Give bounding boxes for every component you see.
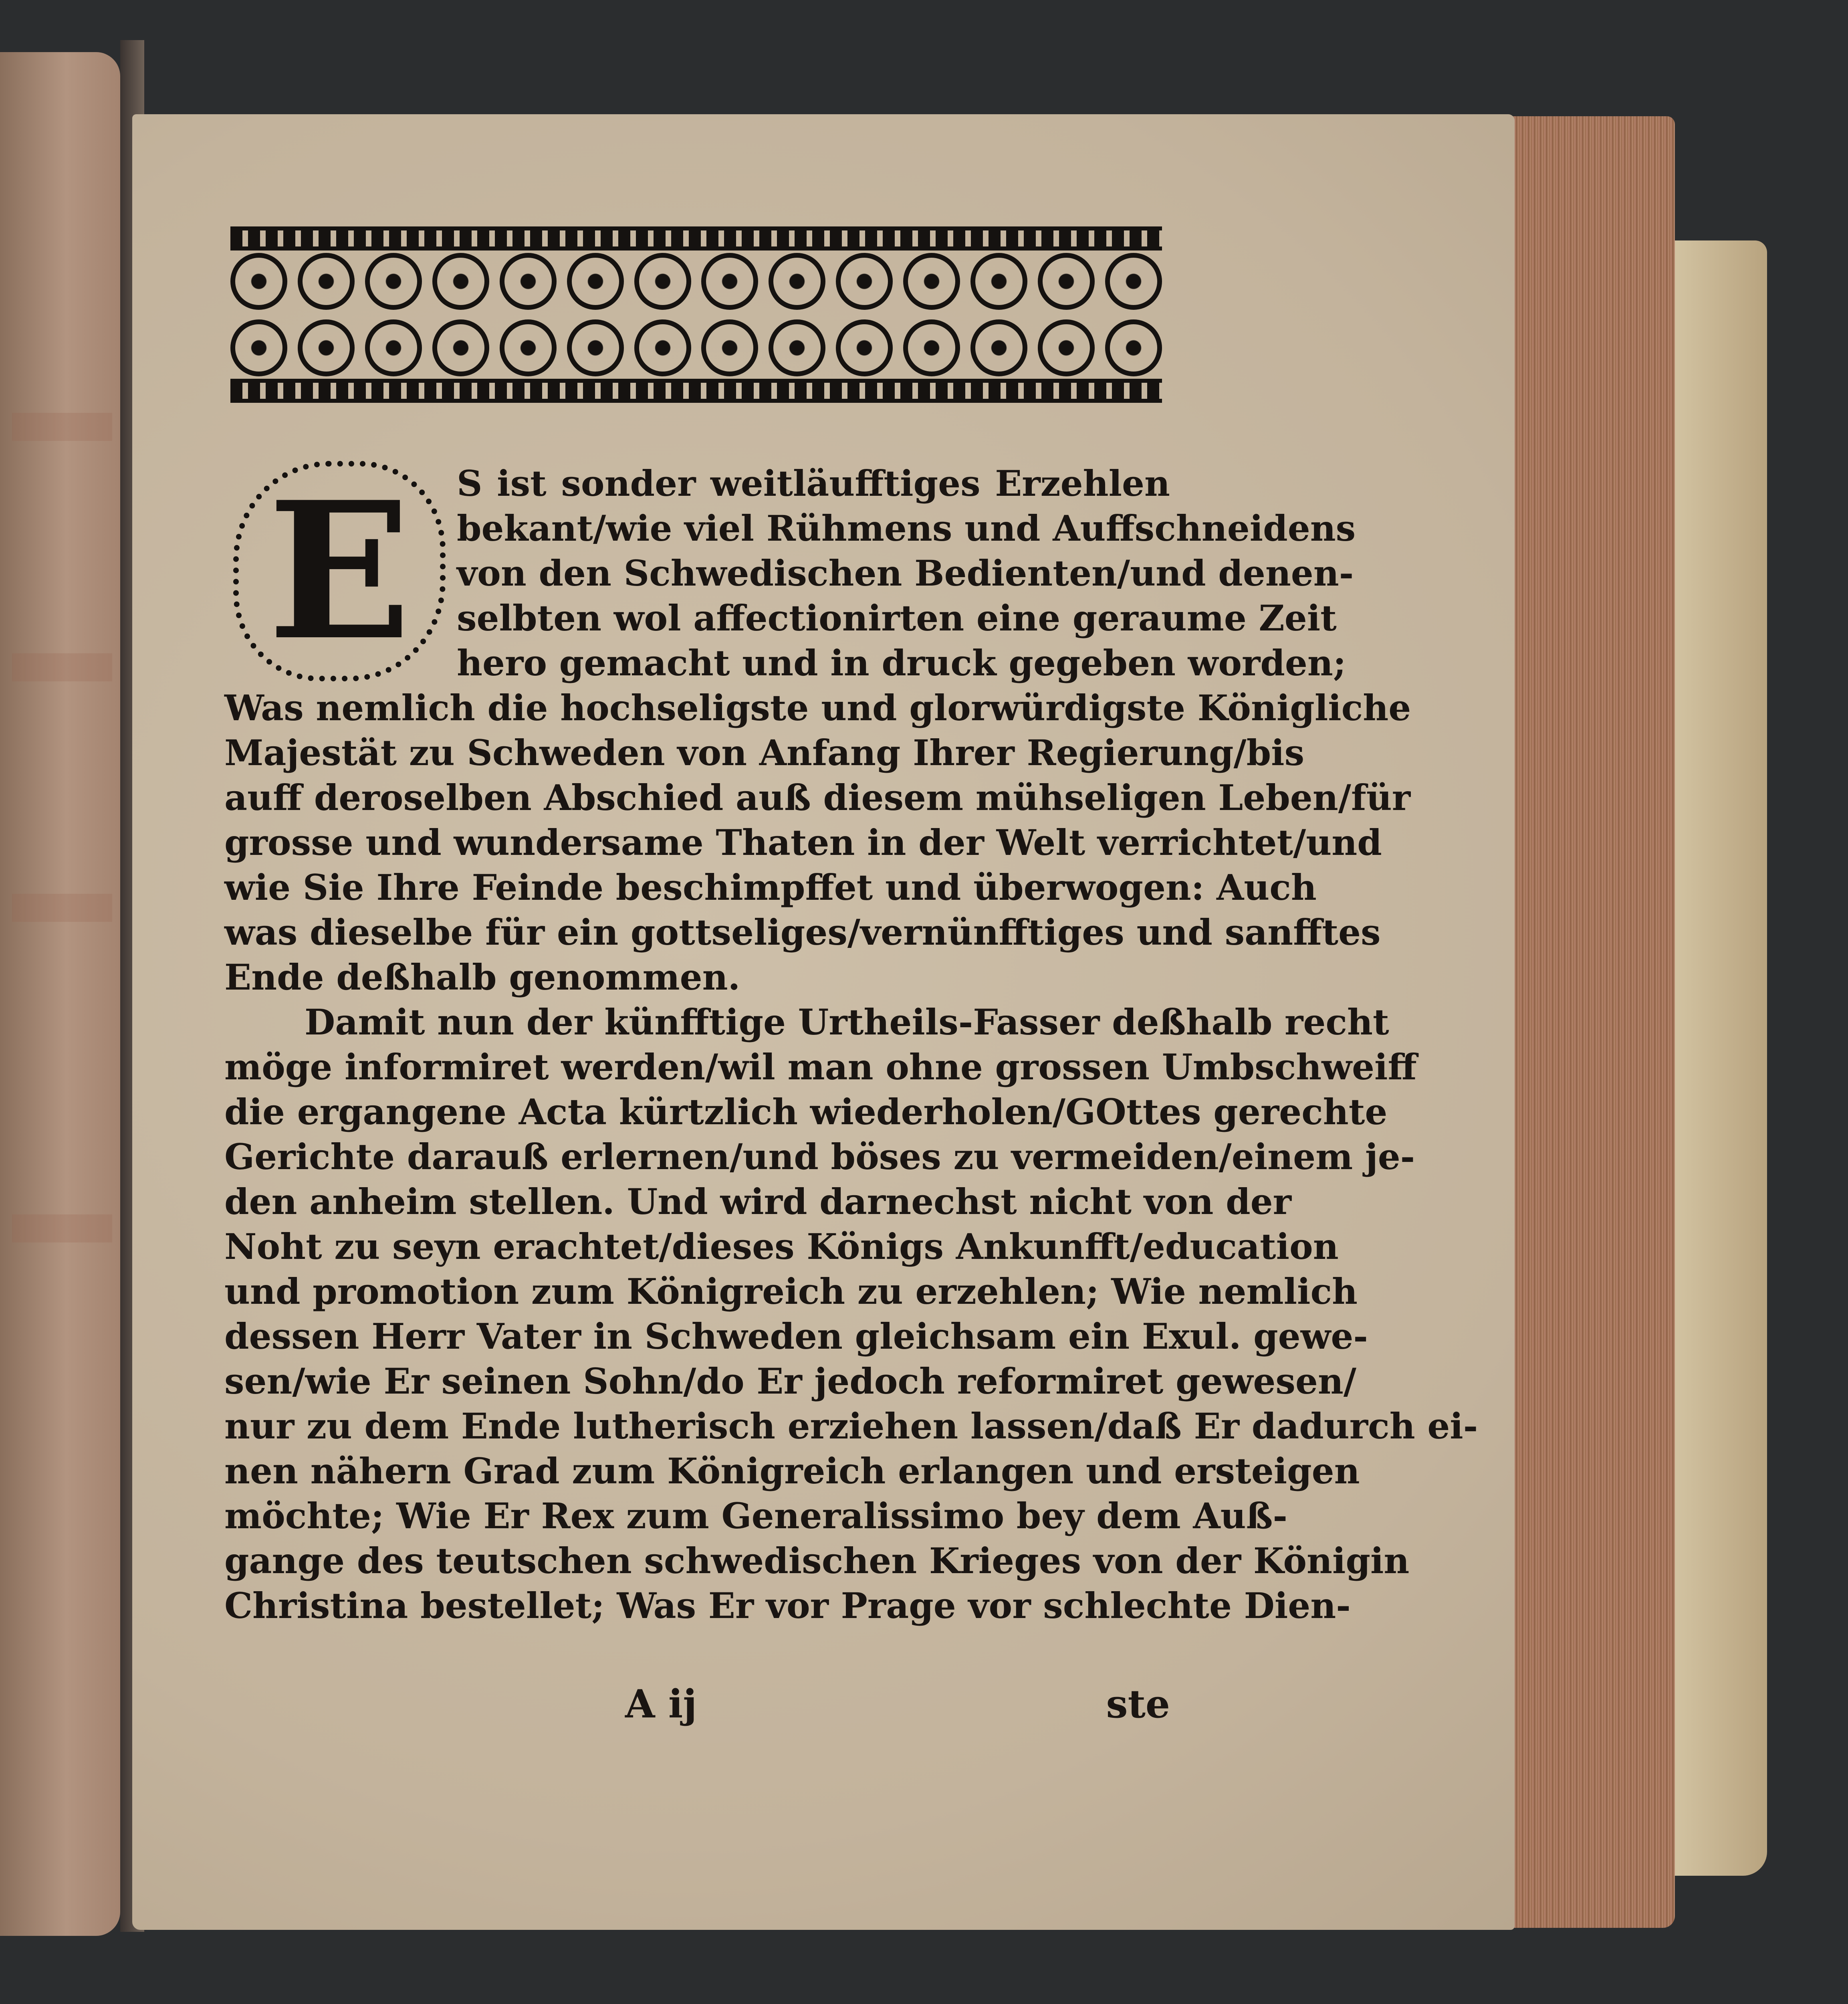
ornament-scrollwork: [230, 259, 1162, 371]
headpiece-ornament: [230, 226, 1162, 403]
text-line: die ergangene Acta kürtzlich wiederholen/GOttes gerechte: [224, 1091, 1388, 1133]
text-line: möge informiret werden/wil man ohne grossen Umbschweiff: [224, 1046, 1417, 1088]
text-line: Christina bestellet; Was Er vor Prage vor schlechte Dien-: [224, 1585, 1351, 1626]
bleed-through: [12, 894, 112, 922]
bleed-through: [12, 413, 112, 441]
bleed-through: [12, 653, 112, 681]
text-line: Majestät zu Schweden von Anfang Ihrer Regierung/bis: [224, 732, 1305, 774]
text-line: und promotion zum Königreich zu erzehlen; Wie nemlich: [224, 1271, 1358, 1312]
text-line: grosse und wundersame Thaten in der Welt verrichtet/und: [224, 822, 1382, 863]
signature-mark: A ij: [625, 1681, 697, 1727]
text-line: den anheim stellen. Und wird darnechst nicht von der: [224, 1181, 1292, 1222]
text-line: gange des teutschen schwedischen Krieges von der Königin: [224, 1540, 1410, 1582]
text-line: nur zu dem Ende lutherisch erziehen lassen/daß Er dadurch ei-: [224, 1405, 1478, 1447]
text-line: auff deroselben Abschied auß diesem mühseligen Leben/für: [224, 777, 1411, 818]
text-line: dessen Herr Vater in Schweden gleichsam ein Exul. gewe-: [224, 1315, 1368, 1357]
text-line: Damit nun der künfftige Urtheils-Fasser deßhalb recht: [305, 1001, 1389, 1043]
ornament-band-bottom: [230, 379, 1162, 403]
text-line: Ende deßhalb genommen.: [224, 956, 740, 998]
left-page: [0, 52, 120, 1936]
text-line: wie Sie Ihre Feinde beschimpffet und überwogen: Auch: [224, 867, 1317, 908]
text-line: Gerichte darauß erlernen/und böses zu vermeiden/einem je-: [224, 1136, 1415, 1178]
ornament-band-top: [230, 226, 1162, 250]
text-line: Was nemlich die hochseligste und glorwürdigste Königliche: [224, 687, 1411, 729]
text-line: Noht zu seyn erachtet/dieses Königs Ankunfft/education: [224, 1226, 1339, 1267]
text-line: bekant/wie viel Rühmens und Auffschneidens: [457, 507, 1356, 549]
text-line: hero gemacht und in druck gegeben worden;: [457, 642, 1346, 684]
bleed-through: [12, 1214, 112, 1242]
page-footer: [224, 1681, 1170, 1733]
text-line: von den Schwedischen Bedienten/und denen-: [457, 552, 1354, 594]
text-line: sen/wie Er seinen Sohn/do Er jedoch reformiret gewesen/: [224, 1360, 1356, 1402]
body-text: [224, 461, 1478, 1628]
text-line: S ist sonder weitläufftiges Erzehlen: [457, 463, 1170, 504]
decorated-initial-e-icon: E: [229, 457, 450, 685]
text-line: was dieselbe für ein gottseliges/vernünfftiges und sanfftes: [224, 911, 1381, 953]
text-line: selbten wol affectionirten eine geraume Zeit: [457, 597, 1337, 639]
catchword: ste: [1106, 1681, 1170, 1727]
text-line: nen nähern Grad zum Königreich erlangen und ersteigen: [224, 1450, 1360, 1492]
text-line: möchte; Wie Er Rex zum Generalissimo bey dem Auß-: [224, 1495, 1287, 1537]
